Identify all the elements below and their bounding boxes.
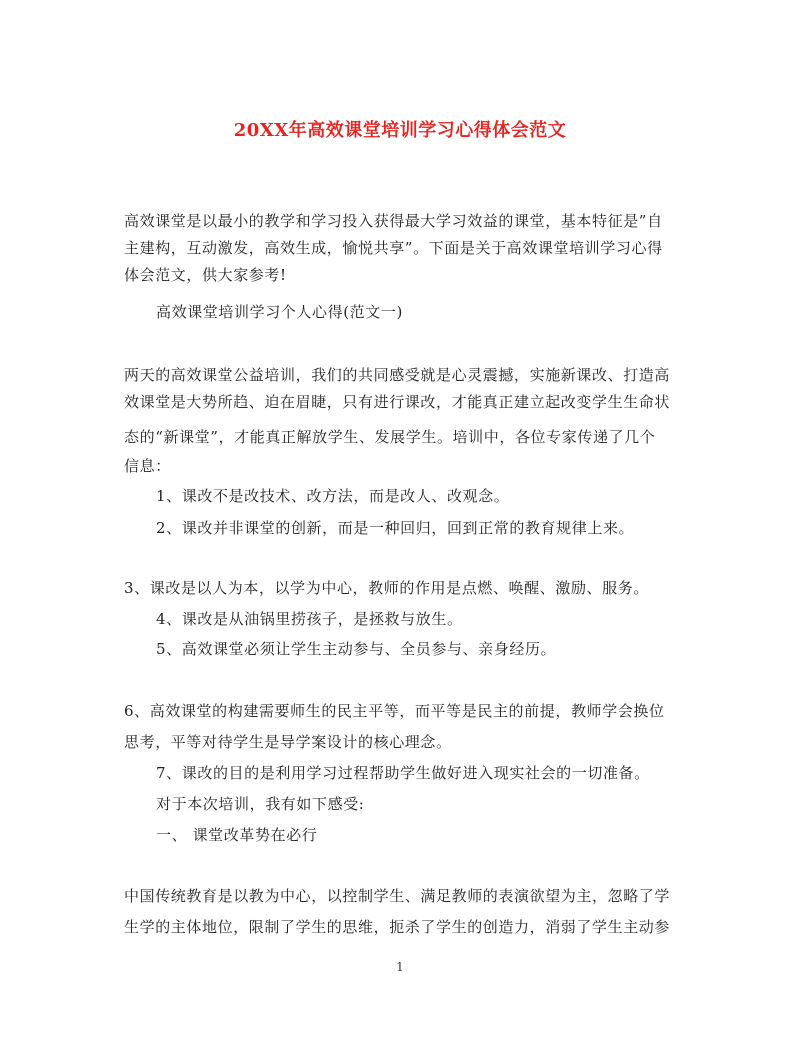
paragraph-line: 体会范文，供大家参考! [124,266,287,284]
paragraph-line: 态的“新课堂”，才能真正解放学生、发展学生。培训中，各位专家传递了几个 [124,428,656,446]
list-item: 2、课改并非课堂的创新，而是一种回归，回到正常的教育规律上来。 [156,519,635,537]
paragraph-line: 中国传统教育是以教为中心，以控制学生、满足教师的表演欲望为主，忽略了学 [124,887,671,905]
paragraph-line: 对于本次培训，我有如下感受: [156,795,365,813]
page-number: 1 [396,960,404,974]
paragraph-line: 两天的高效课堂公益培训，我们的共同感受就是心灵震撼，实施新课改、打造高 [124,366,671,384]
list-item: 6、高效课堂的构建需要师生的民主平等，而平等是民主的前提，教师学会换位 [124,702,665,720]
list-item: 5、高效课堂必须让学生主动参与、全员参与、亲身经历。 [156,640,557,658]
paragraph-line: 主建构，互动激发，高效生成，愉悦共享”。下面是关于高效课堂培训学习心得 [124,239,663,257]
paragraph-line: 效课堂是大势所趋、迫在眉睫，只有进行课改，才能真正建立起改变学生生命状 [124,393,671,411]
paragraph-line: 生学的主体地位，限制了学生的思维，扼杀了学生的创造力，消弱了学生主动参 [124,918,671,936]
paragraph-line: 信息： [124,457,171,475]
section-heading: 高效课堂培训学习个人心得(范文一) [156,303,403,321]
list-item: 1、课改不是改技术、改方法，而是改人、改观念。 [156,487,510,505]
list-item: 3、课改是以人为本，以学为中心，教师的作用是点燃、唤醒、激励、服务。 [124,579,649,597]
list-item: 7、课改的目的是利用学习过程帮助学生做好进入现实社会的一切准备。 [156,764,650,782]
paragraph-line: 思考，平等对待学生是导学案设计的核心理念。 [124,733,452,751]
document-title: 20XX年高效课堂培训学习心得体会范文 [233,120,567,141]
paragraph-line: 高效课堂是以最小的教学和学习投入获得最大学习效益的课堂，基本特征是”自 [124,212,663,230]
section-heading: 一、 课堂改革势在必行 [156,826,318,844]
list-item: 4、课改是从油锅里捞孩子，是拯救与放生。 [156,610,463,628]
